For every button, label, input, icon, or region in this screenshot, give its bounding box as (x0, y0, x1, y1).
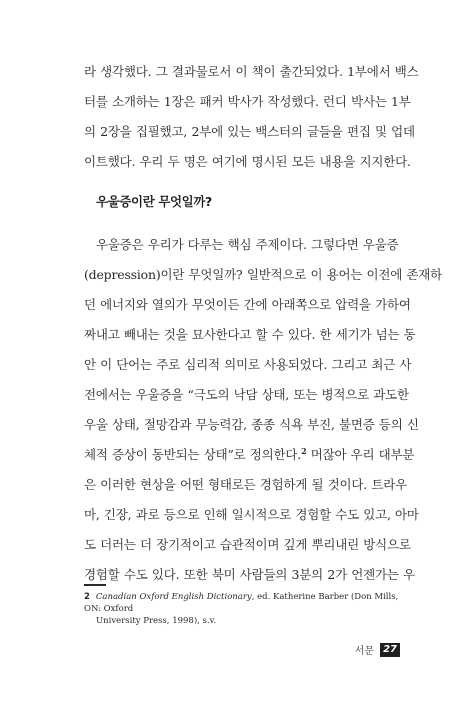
text-line: 이트했다. 우리 두 명은 여기에 명시된 모든 내용을 지지한다. (84, 154, 411, 169)
text-line: 경험할 수도 있다. 또한 북미 사람들의 3분의 2가 언젠가는 우 (84, 567, 415, 582)
paragraph-top (84, 57, 419, 177)
section-heading: 우울증이란 무엇일까? (96, 194, 212, 209)
text-segment: 머잖아 우리 대부분 (306, 447, 415, 462)
text-line: 은 이러한 현상을 어떤 형태로든 경험하게 될 것이다. 트라우 (84, 477, 407, 492)
page-folio (355, 642, 400, 657)
text-line: 도 더러는 더 장기적이고 습관적이며 깊게 뿌리내린 방식으로 (84, 537, 411, 552)
text-line: 라 생각했다. 그 결과물로서 이 책이 출간되었다. 1부에서 백스 (84, 64, 419, 79)
footnote-text: , ed. Katherine Barber (Don Mills, ON: Oxford (84, 592, 399, 614)
text-line: 우울증은 우리가 다루는 핵심 주제이다. 그렇다면 우울증 (96, 237, 399, 252)
footnote-title: Canadian Oxford English Dictionary (95, 592, 252, 602)
text-line: 우울 상태, 절망감과 무능력감, 종종 식욕 부진, 불면증 등의 신 (84, 417, 419, 432)
footnote-text-cont: University Press, 1998), s.v. (96, 616, 217, 626)
text-line: 짜내고 빼내는 것을 묘사한다고 할 수 있다. 한 세기가 넘는 동 (84, 327, 416, 342)
footnote-divider (84, 584, 106, 586)
text-line: (depression)이란 무엇일까? 일반적으로 이 용어는 이전에 존재하 (84, 267, 443, 282)
page-number: 27 (380, 643, 400, 657)
paragraph-main (84, 230, 443, 590)
text-line: 마, 긴장, 과로 등으로 인해 일시적으로 경험할 수도 있고, 아마 (84, 507, 419, 522)
footnote-ref[interactable]: 2 (301, 445, 307, 456)
text-line: 터를 소개하는 1장은 패커 박사가 작성했다. 런디 박사는 1부 (84, 94, 411, 109)
footnote (84, 591, 404, 627)
text-line: 전에서는 우울증을 “극도의 낙담 상태, 또는 병적으로 과도한 (84, 387, 409, 402)
text-line: 의 2장을 집필했고, 2부에 있는 백스터의 글들을 편집 및 업데 (84, 124, 415, 139)
text-line: 던 에너지와 열의가 무엇이든 간에 아래쪽으로 압력을 가하여 (84, 297, 411, 312)
footnote-number: 2 (84, 592, 90, 602)
text-segment: 체적 증상이 동반되는 상태”로 정의한다. (84, 447, 302, 462)
folio-label: 서문 (354, 646, 375, 657)
text-line-with-footnote (84, 440, 415, 470)
text-line: 안 이 단어는 주로 심리적 의미로 사용되었다. 그리고 최근 사 (84, 357, 412, 372)
